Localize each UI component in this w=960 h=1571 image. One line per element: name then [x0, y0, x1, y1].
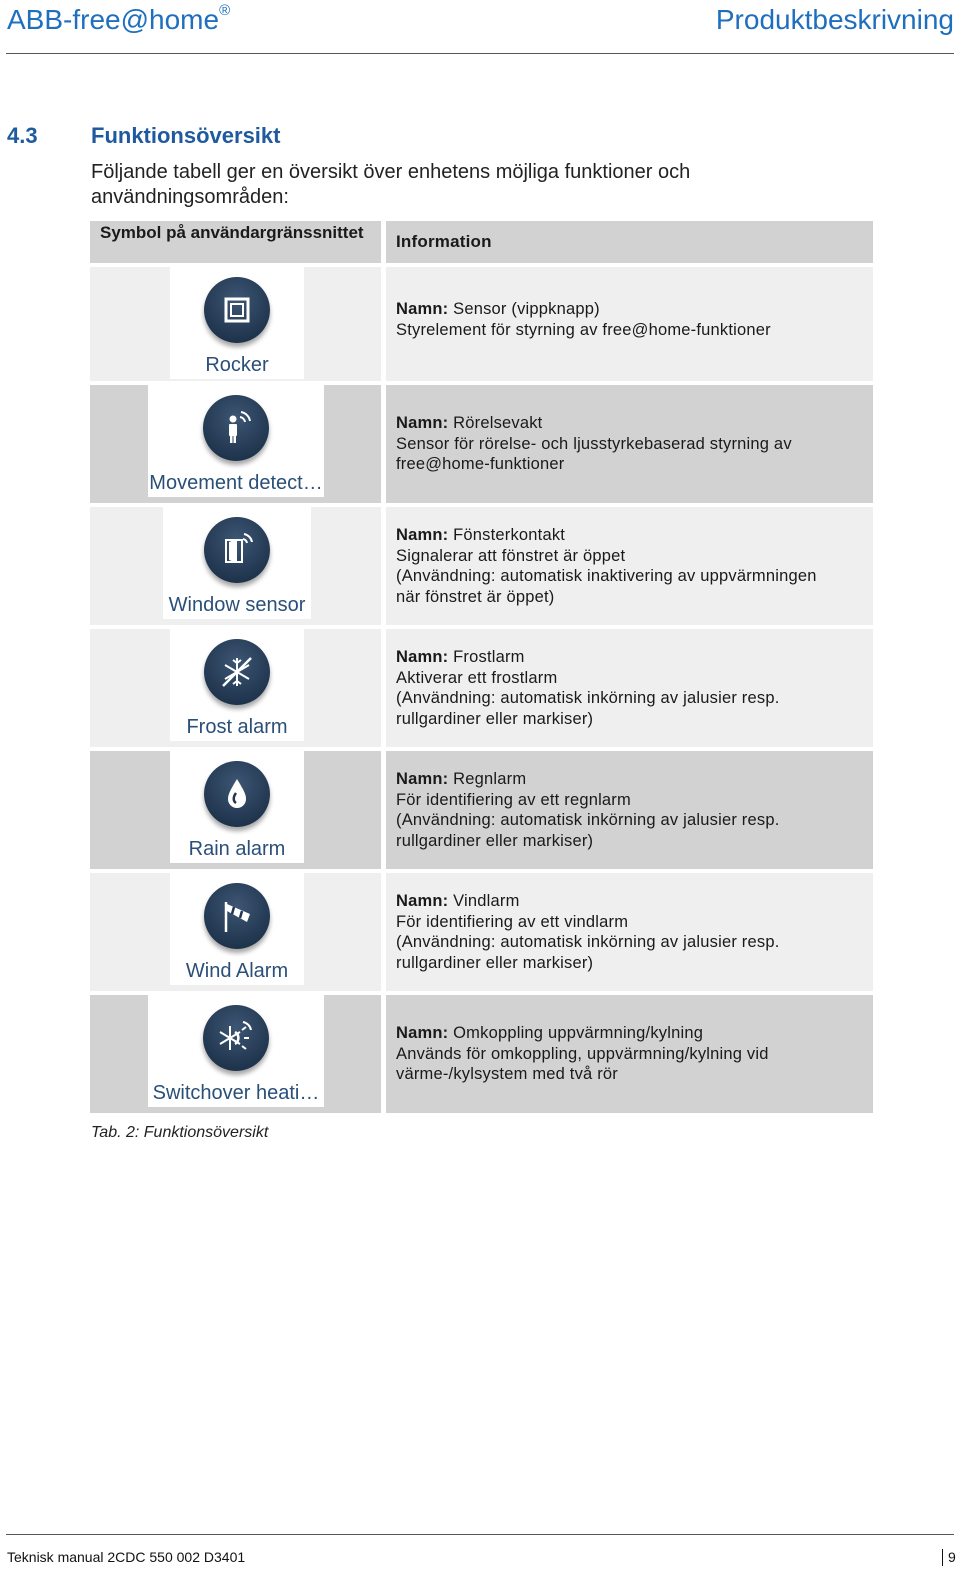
header-divider — [6, 53, 954, 54]
column-header-symbol: Symbol på användargränssnittet — [90, 221, 381, 263]
info-line: (Användning: automatisk inaktivering av uppvärmningen — [396, 567, 817, 585]
window-sensor-icon — [204, 517, 270, 583]
function-name: Omkoppling uppvärmning/kylning — [453, 1024, 704, 1042]
rain-alarm-icon — [204, 761, 270, 827]
function-name: Rörelsevakt — [453, 414, 543, 432]
symbol-card — [170, 267, 304, 379]
name-label: Namn: — [396, 300, 449, 318]
info-line: (Användning: automatisk inkörning av jalusier resp. — [396, 933, 780, 951]
section-title: Funktionsöversikt — [91, 123, 281, 148]
info-cell — [386, 629, 873, 747]
info-line: (Användning: automatisk inkörning av jalusier resp. — [396, 689, 780, 707]
table-caption: Tab. 2: Funktionsöversikt — [91, 1124, 269, 1141]
symbol-label: Window sensor — [168, 594, 306, 616]
intro-paragraph: Följande tabell ger en översikt över enhetens möjliga funktioner och användningsområden: — [91, 161, 691, 208]
info-line: rullgardiner eller markiser) — [396, 953, 594, 972]
table-row — [90, 995, 873, 1113]
name-label: Namn: — [396, 648, 449, 666]
name-label: Namn: — [396, 526, 449, 544]
function-name: Frostlarm — [453, 648, 525, 666]
document-id: Teknisk manual 2CDC 550 002 D3401 — [7, 1549, 246, 1565]
info-line: värme-/kylsystem med två rör — [396, 1065, 618, 1083]
symbol-card — [170, 751, 304, 863]
name-label: Namn: — [396, 1024, 449, 1042]
info-line: Styrelement för styrning av free@home-funktioner — [396, 320, 771, 339]
function-name: Regnlarm — [453, 770, 527, 788]
movement-detector-icon — [203, 395, 269, 461]
info-cell — [386, 385, 873, 503]
table-row — [90, 385, 873, 503]
symbol-label: Rocker — [205, 354, 269, 376]
footer-divider — [6, 1534, 954, 1535]
name-label: Namn: — [396, 770, 449, 788]
table-row — [90, 507, 873, 625]
section-header-title: Produktbeskrivning — [715, 4, 954, 35]
info-line: Sensor för rörelse- och ljusstyrkebaserad styrning av — [396, 434, 792, 453]
info-line: rullgardiner eller markiser) — [396, 709, 594, 728]
symbol-label: Switchover heati… — [152, 1082, 320, 1104]
info-cell — [386, 507, 873, 625]
section-number: 4.3 — [7, 123, 38, 148]
info-line: free@home-funktioner — [396, 455, 565, 473]
function-name: Sensor (vippknapp) — [453, 300, 600, 318]
function-table — [90, 221, 873, 1113]
info-line: Används för omkoppling, uppvärmning/kylning vid — [396, 1044, 769, 1063]
symbol-label: Wind Alarm — [185, 960, 289, 982]
rocker-icon — [204, 277, 270, 343]
info-cell — [386, 267, 873, 381]
info-line: För identifiering av ett regnlarm — [396, 790, 631, 809]
footer-separator — [942, 1549, 943, 1566]
info-line: För identifiering av ett vindlarm — [396, 912, 629, 931]
table-row — [90, 873, 873, 991]
table-row — [90, 267, 873, 381]
symbol-label: Rain alarm — [188, 838, 286, 860]
info-cell — [386, 995, 873, 1113]
symbol-card — [170, 629, 304, 741]
name-label: Namn: — [396, 414, 449, 432]
brand-title: ABB-free@home® — [7, 1, 231, 35]
symbol-card — [163, 507, 311, 619]
symbol-label: Frost alarm — [186, 716, 288, 738]
symbol-card — [148, 995, 324, 1107]
page-number: 9 — [948, 1549, 956, 1565]
table-row — [90, 629, 873, 747]
column-header-information: Information — [386, 221, 873, 263]
switchover-heating-icon — [203, 1005, 269, 1071]
info-line: när fönstret är öppet) — [396, 587, 555, 606]
wind-alarm-icon — [204, 883, 270, 949]
name-label: Namn: — [396, 892, 449, 910]
frost-alarm-icon — [204, 639, 270, 705]
info-cell — [386, 873, 873, 991]
info-line: Aktiverar ett frostlarm — [396, 668, 558, 687]
info-cell — [386, 751, 873, 869]
symbol-card — [170, 873, 304, 985]
table-row — [90, 751, 873, 869]
function-name: Vindlarm — [453, 892, 520, 910]
function-name: Fönsterkontakt — [453, 526, 566, 544]
table-header-row — [90, 221, 873, 263]
info-line: Signalerar att fönstret är öppet — [396, 546, 626, 565]
info-line: rullgardiner eller markiser) — [396, 831, 594, 850]
symbol-card — [148, 385, 324, 497]
info-line: (Användning: automatisk inkörning av jalusier resp. — [396, 811, 780, 829]
symbol-label: Movement detect… — [149, 472, 323, 494]
